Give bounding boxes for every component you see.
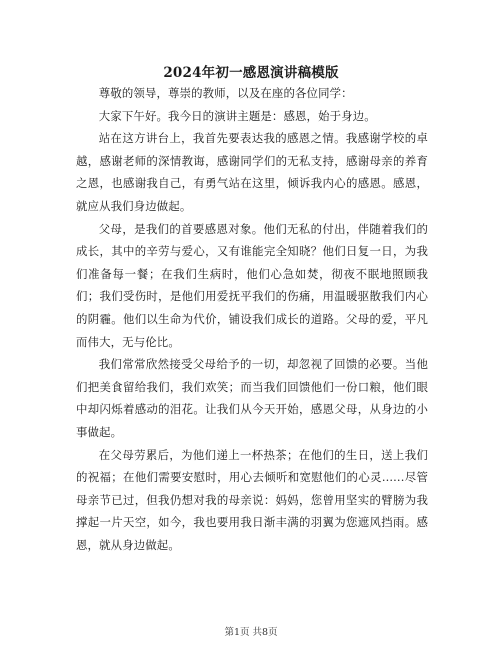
document-body [76,82,428,556]
paragraph-greeting: 大家下午好。我今日的演讲主题是：感恩，始于身边。 [98,108,376,123]
paragraph-actions: 在父母劳累后，为他们递上一杯热茶；在他们的生日，送上我们的祝福；在他们需要安慰时，用心去倾听和宽慰他们的心灵......尽管母亲节已过，但我仍想对我的母亲说：妈妈，您曾用坚实的臂膀为我撑起一片天空，如今，我也要用我日渐丰满的羽翼为您遮风挡雨。感恩，就从身边做起。 [76,447,428,552]
paragraph-reflection: 我们常常欣然接受父母给予的一切，却忽视了回馈的必要。当他们把美食留给我们，我们欢笑；而当我们回馈他们一份口粮，他们眼中却闪烁着感动的泪花。让我们从今天开始，感恩父母，从身边的小事做起。 [76,357,428,439]
document-title: 2024年初一感恩演讲稿模版 [163,65,339,81]
paragraph-intro: 站在这方讲台上，我首先要表达我的感恩之情。我感谢学校的卓越，感谢老师的深情教诲，感谢同学们的无私支持，感谢母亲的养育之恩，也感谢我自己，有勇气站在这里，倾诉我内心的感恩。感恩，就应从我们身边做起。 [76,131,428,213]
paragraph-salutation: 尊敬的领导，尊崇的教师，以及在座的各位同学： [98,86,353,100]
page-number: 第1页 共8页 [224,627,278,638]
paragraph-parents: 父母，是我们的首要感恩对象。他们无私的付出，伴随着我们的成长，其中的辛劳与爱心，又有谁能完全知晓？他们日复一日，为我们准备每一餐；在我们生病时，他们心急如焚，彻夜不眠地照顾我们；我们受伤时，是他们用爱抚平我们的伤痛，用温暖驱散我们内心的阴霾。他们以生命为代价，铺设我们成长的道路。父母的爱，平凡而伟大，无与伦比。 [76,221,428,349]
